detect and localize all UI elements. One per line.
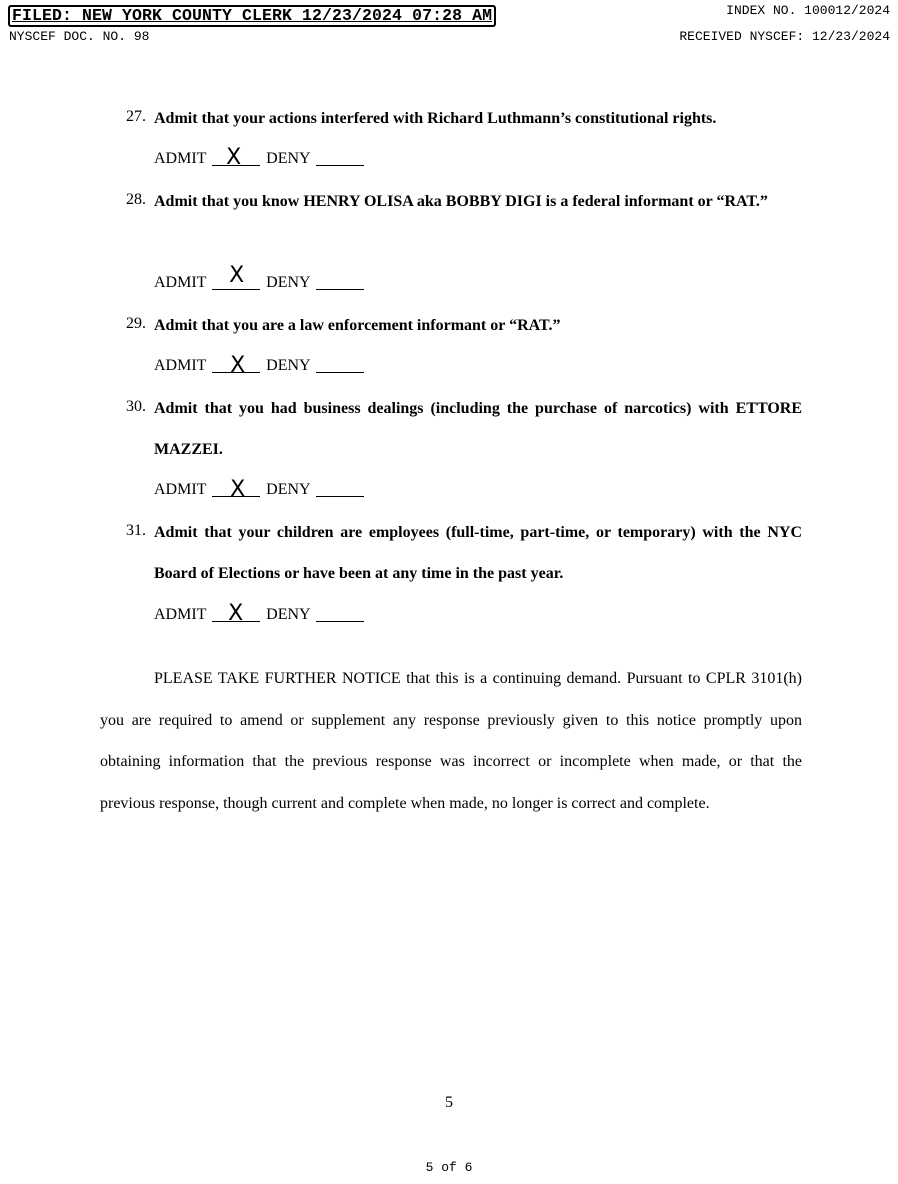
admit-label: ADMIT — [154, 274, 207, 291]
deny-label: DENY — [266, 606, 310, 623]
page-number: 5 — [445, 1094, 453, 1111]
answer-line — [154, 263, 366, 292]
request-text: Admit that your children are employees (full-time, part-time, or temporary) with the NYC Board of Elections or have been at any time in the past year. — [154, 524, 802, 582]
deny-blank[interactable] — [316, 358, 364, 373]
admit-label: ADMIT — [154, 606, 207, 623]
filed-stamp: FILED: NEW YORK COUNTY CLERK 12/23/2024 07:28 AM — [8, 5, 496, 27]
admit-blank[interactable] — [212, 145, 260, 170]
admit-label: ADMIT — [154, 150, 207, 167]
answer-line — [154, 353, 366, 378]
admit-blank[interactable] — [212, 263, 260, 290]
request-number: 27. — [126, 108, 146, 125]
deny-blank[interactable] — [316, 151, 364, 166]
request-number: 28. — [126, 191, 146, 208]
x-mark: X — [226, 145, 242, 170]
x-mark: X — [230, 477, 246, 502]
request-number: 29. — [126, 315, 146, 332]
index-number: INDEX NO. 100012/2024 — [726, 3, 890, 18]
admit-label: ADMIT — [154, 481, 207, 498]
x-mark: X — [228, 601, 244, 626]
x-mark: X — [229, 263, 245, 288]
request-text: Admit that you know HENRY OLISA aka BOBBY DIGI is a federal informant or “RAT.” — [154, 193, 768, 210]
request-number: 31. — [126, 522, 146, 539]
received-date: RECEIVED NYSCEF: 12/23/2024 — [679, 29, 890, 44]
page-footer: 5 of 6 — [425, 1160, 473, 1175]
deny-blank[interactable] — [316, 275, 364, 290]
notice-text: PLEASE TAKE FURTHER NOTICE that this is a continuing demand. Pursuant to CPLR 3101(h) you are required to amend or supplement any response previously given to this notice promptly upon obtaining information that the previous response was incorrect or incomplete when made, or that the previous response, though current and complete when made, no longer is correct and complete. — [100, 670, 802, 812]
admit-blank[interactable] — [212, 477, 260, 502]
deny-label: DENY — [266, 357, 310, 374]
deny-label: DENY — [266, 274, 310, 291]
answer-line — [154, 601, 366, 626]
deny-blank[interactable] — [316, 607, 364, 622]
deny-label: DENY — [266, 150, 310, 167]
answer-line — [154, 477, 366, 502]
request-text: Admit that you are a law enforcement informant or “RAT.” — [154, 317, 561, 334]
deny-blank[interactable] — [316, 482, 364, 497]
admit-label: ADMIT — [154, 357, 207, 374]
request-text: Admit that you had business dealings (including the purchase of narcotics) with ETTORE MAZZEI. — [154, 400, 802, 458]
answer-line — [154, 145, 366, 170]
deny-label: DENY — [266, 481, 310, 498]
request-text: Admit that your actions interfered with Richard Luthmann’s constitutional rights. — [154, 110, 717, 127]
admit-blank[interactable] — [212, 601, 260, 626]
x-mark: X — [230, 353, 246, 378]
continuing-demand-notice — [100, 658, 802, 824]
nyscef-doc-number: NYSCEF DOC. NO. 98 — [9, 29, 150, 44]
request-number: 30. — [126, 398, 146, 415]
admit-blank[interactable] — [212, 353, 260, 378]
